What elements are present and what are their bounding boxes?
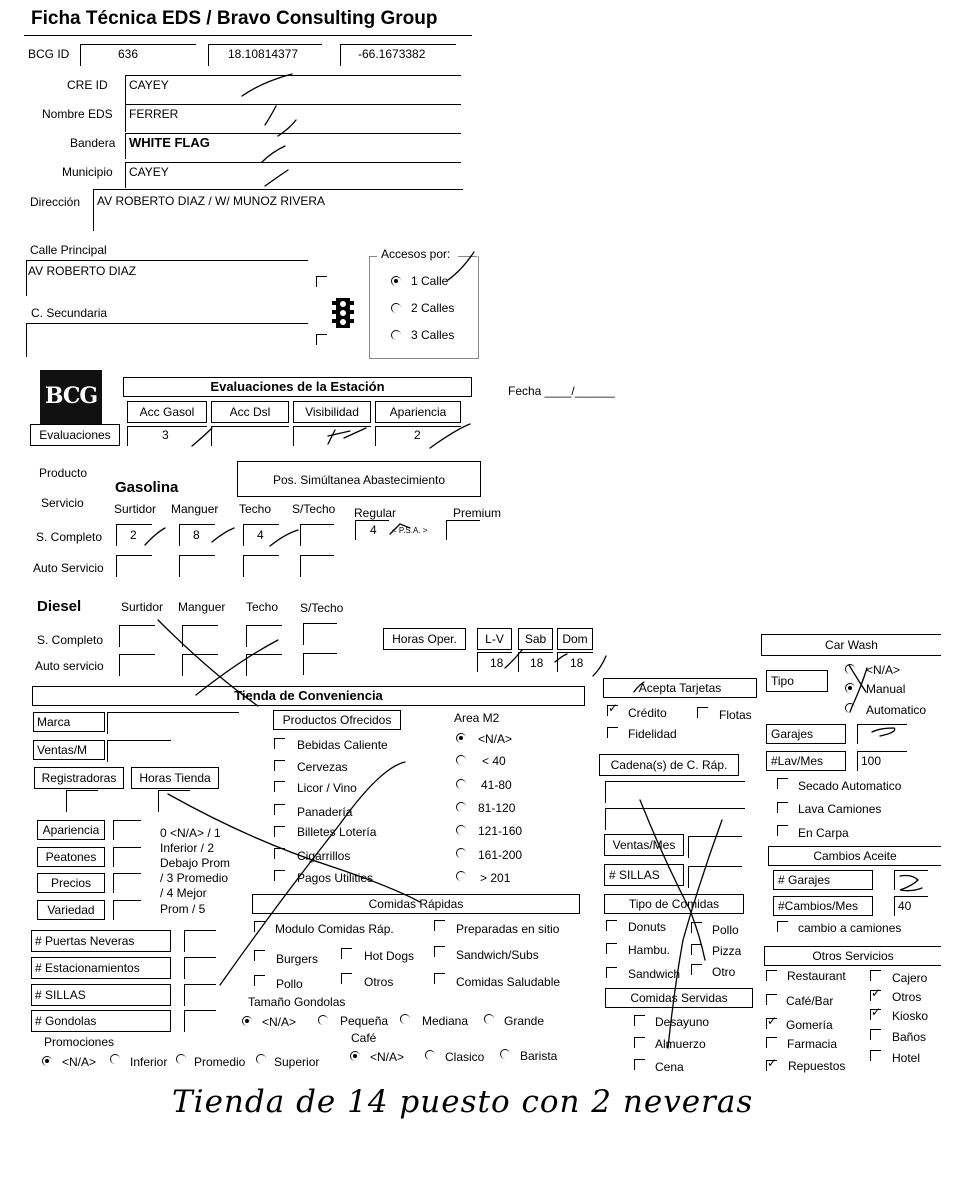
- producto-check-2[interactable]: [274, 781, 285, 792]
- dsl-col-manguer: Manguer: [178, 600, 226, 614]
- servida-check-2[interactable]: [634, 1059, 645, 1070]
- comida-check-4[interactable]: [434, 946, 445, 957]
- regular-label: Regular: [354, 506, 397, 520]
- marca-label: Marca: [33, 712, 105, 732]
- otros-servicios-title: Otros Servicios: [764, 946, 941, 966]
- carwash-option-2: Automatico: [866, 703, 927, 717]
- flotas-label: Flotas: [719, 708, 752, 722]
- gas-col-surtidor: Surtidor: [114, 502, 157, 516]
- dia-sab: Sab: [518, 628, 553, 650]
- tipo-comida-label-0: Donuts: [628, 920, 667, 934]
- evaluaciones-row-label: Evaluaciones: [30, 424, 120, 446]
- promociones-label: Promociones: [44, 1035, 115, 1049]
- credito-label: Crédito: [628, 706, 667, 720]
- area-radio-0[interactable]: [456, 733, 466, 743]
- area-option-1: < 40: [482, 754, 506, 768]
- area-radio-2[interactable]: [456, 779, 466, 789]
- cambios-mes-value[interactable]: 40: [898, 899, 912, 913]
- rating-legend-4: / 4 Mejor: [160, 886, 207, 900]
- count-puertas-neveras: # Puertas Neveras: [31, 930, 171, 952]
- area-option-3: 81-120: [478, 801, 516, 815]
- tipo-comida-label-5: Otro: [712, 965, 736, 979]
- tipo-label: Tipo: [766, 670, 828, 692]
- producto-check-3[interactable]: [274, 804, 285, 815]
- otros-right-check-0[interactable]: [870, 970, 881, 981]
- gondola-option-3: Grande: [504, 1014, 545, 1028]
- page-title: Ficha Técnica EDS / Bravo Consulting Group: [31, 8, 438, 29]
- area-radio-3[interactable]: [456, 802, 466, 812]
- bcg-logo: [40, 370, 102, 424]
- area-radio-4[interactable]: [456, 825, 466, 835]
- otros-right-label-4: Hotel: [892, 1051, 921, 1065]
- tipo-comida-label-3: Pizza: [712, 944, 742, 958]
- producto-check-5[interactable]: [274, 848, 285, 859]
- area-radio-6[interactable]: [456, 871, 466, 881]
- fidelidad-checkbox[interactable]: [607, 727, 618, 738]
- area-option-5: 161-200: [478, 848, 523, 862]
- comida-label-7: Comidas Saludable: [456, 975, 561, 989]
- extra-check-0[interactable]: [777, 778, 788, 789]
- rating-legend-1: Inferior / 2: [160, 841, 215, 855]
- servida-label-2: Cena: [655, 1060, 684, 1074]
- comida-label-4: Sandwich/Subs: [456, 948, 539, 962]
- lav-mes-value[interactable]: 100: [861, 754, 882, 768]
- count-estacionamientos: # Estacionamientos: [31, 957, 171, 979]
- bandera-label: Bandera: [70, 136, 116, 150]
- otros-left-label-0: Restaurant: [787, 969, 846, 983]
- servida-label-0: Desayuno: [655, 1015, 710, 1029]
- horas-sab-value[interactable]: 18: [530, 656, 544, 670]
- producto-label: Producto: [39, 466, 88, 480]
- dia-dom: Dom: [557, 628, 593, 650]
- gas-manguer-value[interactable]: 8: [193, 528, 200, 542]
- tipo-comida-check-2[interactable]: [606, 943, 617, 954]
- eval-acc-gasol-value[interactable]: 3: [162, 428, 169, 442]
- producto-check-4[interactable]: [274, 826, 285, 837]
- bcg-logo-text: BCG: [44, 383, 98, 409]
- comida-check-1[interactable]: [434, 920, 445, 931]
- cr-sillas-label: # SILLAS: [604, 864, 684, 886]
- producto-check-0[interactable]: [274, 738, 285, 749]
- otros-right-check-4[interactable]: [870, 1050, 881, 1061]
- dsl-col-surtidor: Surtidor: [121, 600, 164, 614]
- calle-secundaria-label: C. Secundaria: [31, 306, 108, 320]
- bcg-id-field[interactable]: 636: [118, 47, 139, 61]
- carwash-option-0: <N/A>: [866, 663, 901, 677]
- producto-label-5: Cigarrillos: [297, 849, 351, 863]
- comida-check-0[interactable]: [254, 921, 265, 932]
- diesel-label: Diesel: [37, 598, 82, 615]
- comida-label-0: Modulo Comidas Ráp.: [275, 922, 394, 936]
- dsl-s-completo-label: S. Completo: [37, 633, 104, 647]
- productos-ofrecidos-label: Productos Ofrecidos: [273, 710, 401, 730]
- extra-check-2[interactable]: [777, 825, 788, 836]
- psa-label: < P.S.A. >: [392, 526, 428, 535]
- producto-check-6[interactable]: [274, 870, 285, 881]
- accesos-label: Accesos por:: [381, 247, 451, 261]
- carwash-radio-0[interactable]: [845, 664, 855, 674]
- gas-techo-value[interactable]: 4: [257, 528, 264, 542]
- count-gondolas: # Gondolas: [31, 1010, 171, 1032]
- area-option-6: > 201: [480, 871, 511, 885]
- extra-label-2: En Carpa: [798, 826, 849, 840]
- producto-check-1[interactable]: [274, 760, 285, 771]
- gasolina-label: Gasolina: [115, 479, 179, 496]
- gondola-radio-0[interactable]: [242, 1016, 252, 1026]
- rating-legend-0: 0 <N/A> / 1: [160, 826, 221, 840]
- promo-radio-3[interactable]: [256, 1054, 266, 1064]
- gas-col-techo: Techo: [239, 502, 272, 516]
- premium-label: Premium: [453, 506, 502, 520]
- otros-right-label-0: Cajero: [892, 971, 928, 985]
- cafe-label: Café: [351, 1031, 377, 1045]
- cambios-mes-label: #Cambios/Mes: [773, 896, 873, 916]
- ventas-mes-label: Ventas/Mes: [604, 834, 684, 856]
- eval-apariencia-value[interactable]: 2: [414, 428, 421, 442]
- comida-check-2[interactable]: [254, 950, 265, 961]
- tienda-title: Tienda de Conveniencia: [32, 686, 585, 706]
- area-m2-label: Area M2: [454, 711, 500, 725]
- producto-label-3: Panadería: [297, 805, 353, 819]
- dsl-auto-servicio-label: Auto servicio: [35, 659, 104, 673]
- nombre-label: Nombre EDS: [42, 107, 113, 121]
- car-wash-title: Car Wash: [761, 634, 941, 656]
- calle-principal-checkbox[interactable]: [316, 276, 327, 287]
- otros-left-check-0[interactable]: [766, 970, 777, 981]
- rating-legend-2: Debajo Prom: [160, 856, 231, 870]
- accesos-2-label: 2 Calles: [411, 301, 455, 315]
- promo-option-0: <N/A>: [62, 1055, 97, 1069]
- horas-tienda-label: Horas Tienda: [131, 767, 219, 789]
- calle-secundaria-checkbox[interactable]: [316, 334, 327, 345]
- accesos-2-radio[interactable]: [391, 303, 401, 313]
- servida-label-1: Almuerzo: [655, 1037, 706, 1051]
- comida-check-7[interactable]: [434, 973, 445, 984]
- otros-right-label-2: Kiosko: [892, 1009, 929, 1023]
- fecha-label: Fecha ____/______: [508, 384, 615, 398]
- evaluaciones-title: Evaluaciones de la Estación: [123, 377, 472, 397]
- accesos-3-radio[interactable]: [391, 330, 401, 340]
- promo-option-2: Promedio: [194, 1055, 246, 1069]
- tipo-comida-check-0[interactable]: [606, 920, 617, 931]
- calle-principal-label: Calle Principal: [30, 243, 107, 257]
- producto-label-1: Cervezas: [297, 760, 348, 774]
- col-acc-dsl: Acc Dsl: [211, 401, 289, 423]
- extra-label-1: Lava Camiones: [798, 802, 882, 816]
- comida-label-1: Preparadas en sitio: [456, 922, 560, 936]
- lav-mes-label: #Lav/Mes: [766, 751, 846, 771]
- bandera-field[interactable]: WHITE FLAG: [129, 135, 210, 150]
- horas-oper-label: Horas Oper.: [383, 628, 466, 650]
- flotas-checkbox[interactable]: [697, 707, 708, 718]
- garajes-label: Garajes: [766, 724, 846, 744]
- servicio-label: Servicio: [41, 496, 84, 510]
- direccion-label: Dirección: [30, 195, 81, 209]
- comida-label-3: Hot Dogs: [364, 949, 415, 963]
- comidas-rapidas-title: Comidas Rápidas: [252, 894, 580, 914]
- carwash-radio-2[interactable]: [845, 703, 855, 713]
- promo-radio-1[interactable]: [110, 1054, 120, 1064]
- calle-principal-field[interactable]: AV ROBERTO DIAZ: [28, 264, 137, 278]
- otros-left-label-4: Repuestos: [788, 1059, 846, 1073]
- garajes-aceite-label: # Garajes: [773, 870, 873, 890]
- producto-label-6: Pagos Utilities: [297, 871, 374, 885]
- otros-left-label-3: Farmacia: [787, 1037, 838, 1051]
- horas-dom-value[interactable]: 18: [570, 656, 584, 670]
- handwritten-note: Tienda de 14 puesto con 2 neveras: [172, 1084, 754, 1120]
- horas-lv-value[interactable]: 18: [490, 656, 504, 670]
- acepta-tarjetas-title: Acepta Tarjetas: [603, 678, 757, 698]
- gas-col-manguer: Manguer: [171, 502, 219, 516]
- cre-id-label: CRE ID: [67, 78, 108, 92]
- cadena-label: Cadena(s) de C. Ráp.: [599, 754, 739, 776]
- municipio-field[interactable]: CAYEY: [129, 165, 169, 179]
- otros-left-label-2: Gomería: [786, 1018, 833, 1032]
- tipo-comida-check-1[interactable]: [691, 922, 702, 933]
- gondolas-label: Tamaño Gondolas: [248, 995, 346, 1009]
- registradoras-label: Registradoras: [34, 767, 124, 789]
- regular-value[interactable]: 4: [370, 523, 377, 537]
- promo-option-3: Superior: [274, 1055, 320, 1069]
- gondola-option-1: Pequeña: [340, 1014, 389, 1028]
- col-apariencia: Apariencia: [375, 401, 461, 423]
- comida-check-3[interactable]: [341, 948, 352, 959]
- gas-surtidor-value[interactable]: 2: [130, 528, 137, 542]
- col-acc-gasol: Acc Gasol: [127, 401, 207, 423]
- credito-checkbox[interactable]: [607, 705, 618, 716]
- promo-radio-0[interactable]: [42, 1056, 52, 1066]
- tipo-comida-label-1: Pollo: [712, 923, 739, 937]
- comidas-servidas-label: Comidas Servidas: [605, 988, 753, 1008]
- area-radio-1[interactable]: [456, 755, 466, 765]
- ventas-label: Ventas/M: [33, 740, 105, 760]
- area-option-4: 121-160: [478, 824, 523, 838]
- producto-label-0: Bebidas Caliente: [297, 738, 388, 752]
- cafe-option-1: Clasico: [445, 1050, 485, 1064]
- gas-s-completo-label: S. Completo: [36, 530, 103, 544]
- gondola-option-0: <N/A>: [262, 1015, 297, 1029]
- gas-col-stecho: S/Techo: [292, 502, 336, 516]
- col-visibilidad: Visibilidad: [293, 401, 371, 423]
- producto-label-2: Licor / Vino: [297, 781, 357, 795]
- dia-lv: L-V: [477, 628, 512, 650]
- area-radio-5[interactable]: [456, 848, 466, 858]
- otros-left-check-1[interactable]: [766, 994, 777, 1005]
- comida-label-5: Pollo: [276, 977, 303, 991]
- producto-label-4: Billetes Lotería: [297, 825, 377, 839]
- comida-label-2: Burgers: [276, 952, 319, 966]
- latitude-field[interactable]: 18.10814377: [228, 47, 299, 61]
- tipo-comida-check-4[interactable]: [606, 967, 617, 978]
- area-option-2: 41-80: [481, 778, 512, 792]
- tipo-comidas-label: Tipo de Comidas: [604, 894, 744, 914]
- tipo-comida-check-5[interactable]: [691, 964, 702, 975]
- direccion-field[interactable]: AV ROBERTO DIAZ / W/ MUNOZ RIVERA: [97, 194, 326, 208]
- cafe-radio-0[interactable]: [350, 1051, 360, 1061]
- extra-check-1[interactable]: [777, 802, 788, 813]
- servida-check-0[interactable]: [634, 1015, 645, 1026]
- comida-check-5[interactable]: [254, 975, 265, 986]
- bcg-id-label: BCG ID: [28, 47, 70, 61]
- accesos-3-label: 3 Calles: [411, 328, 455, 342]
- otros-left-label-1: Café/Bar: [786, 994, 834, 1008]
- rating-legend-5: Prom / 5: [160, 902, 206, 916]
- dsl-col-stecho: S/Techo: [300, 601, 344, 615]
- tipo-comida-check-3[interactable]: [691, 944, 702, 955]
- rating-variedad: Variedad: [37, 900, 105, 920]
- cambio-camiones-checkbox[interactable]: [777, 921, 788, 932]
- otros-left-check-2[interactable]: [766, 1018, 777, 1029]
- accesos-1-radio[interactable]: [391, 276, 401, 286]
- rating-peatones: Peatones: [37, 847, 105, 867]
- cafe-radio-1[interactable]: [425, 1050, 435, 1060]
- carwash-option-1: Manual: [866, 682, 906, 696]
- servida-check-1[interactable]: [634, 1037, 645, 1048]
- count-sillas: # SILLAS: [31, 984, 171, 1006]
- otros-right-check-2[interactable]: [870, 1009, 881, 1020]
- tipo-comida-label-4: Sandwich: [628, 967, 681, 981]
- fidelidad-label: Fidelidad: [628, 727, 677, 741]
- promo-option-1: Inferior: [130, 1055, 168, 1069]
- otros-right-check-1[interactable]: [870, 990, 881, 1001]
- otros-left-check-4[interactable]: [766, 1060, 777, 1071]
- cambios-aceite-title: Cambios Aceite: [768, 846, 941, 866]
- area-option-0: <N/A>: [478, 732, 513, 746]
- otros-right-label-1: Otros: [892, 990, 922, 1004]
- nombre-field[interactable]: FERRER: [129, 107, 179, 121]
- cre-id-field[interactable]: CAYEY: [129, 78, 169, 92]
- promo-radio-2[interactable]: [176, 1054, 186, 1064]
- extra-label-0: Secado Automatico: [798, 779, 902, 793]
- traffic-light-icon: [330, 296, 356, 333]
- dsl-col-techo: Techo: [246, 600, 279, 614]
- tipo-comida-label-2: Hambu.: [628, 943, 671, 957]
- cambio-camiones-label: cambio a camiones: [798, 921, 902, 935]
- pos-simultanea-label: Pos. Simúltanea Abastecimiento: [237, 461, 481, 497]
- cafe-option-0: <N/A>: [370, 1050, 405, 1064]
- comida-label-6: Otros: [364, 975, 394, 989]
- otros-right-check-3[interactable]: [870, 1029, 881, 1040]
- otros-left-check-3[interactable]: [766, 1037, 777, 1048]
- cafe-radio-2[interactable]: [500, 1049, 510, 1059]
- rating-precios: Precios: [37, 873, 105, 893]
- cafe-option-2: Barista: [520, 1049, 558, 1063]
- longitude-field[interactable]: -66.1673382: [358, 47, 426, 61]
- gondola-radio-1[interactable]: [318, 1015, 328, 1025]
- otros-right-label-3: Baños: [892, 1030, 927, 1044]
- gondola-radio-2[interactable]: [400, 1014, 410, 1024]
- municipio-label: Municipio: [62, 165, 113, 179]
- gondola-option-2: Mediana: [422, 1014, 469, 1028]
- gas-auto-servicio-label: Auto Servicio: [33, 561, 104, 575]
- rating-legend-3: / 3 Promedio: [160, 871, 229, 885]
- accesos-1-label: 1 Calle: [411, 274, 449, 288]
- gondola-radio-3[interactable]: [484, 1014, 494, 1024]
- carwash-radio-1[interactable]: [845, 683, 855, 693]
- comida-check-6[interactable]: [341, 973, 352, 984]
- rating-apariencia: Apariencia: [37, 820, 105, 840]
